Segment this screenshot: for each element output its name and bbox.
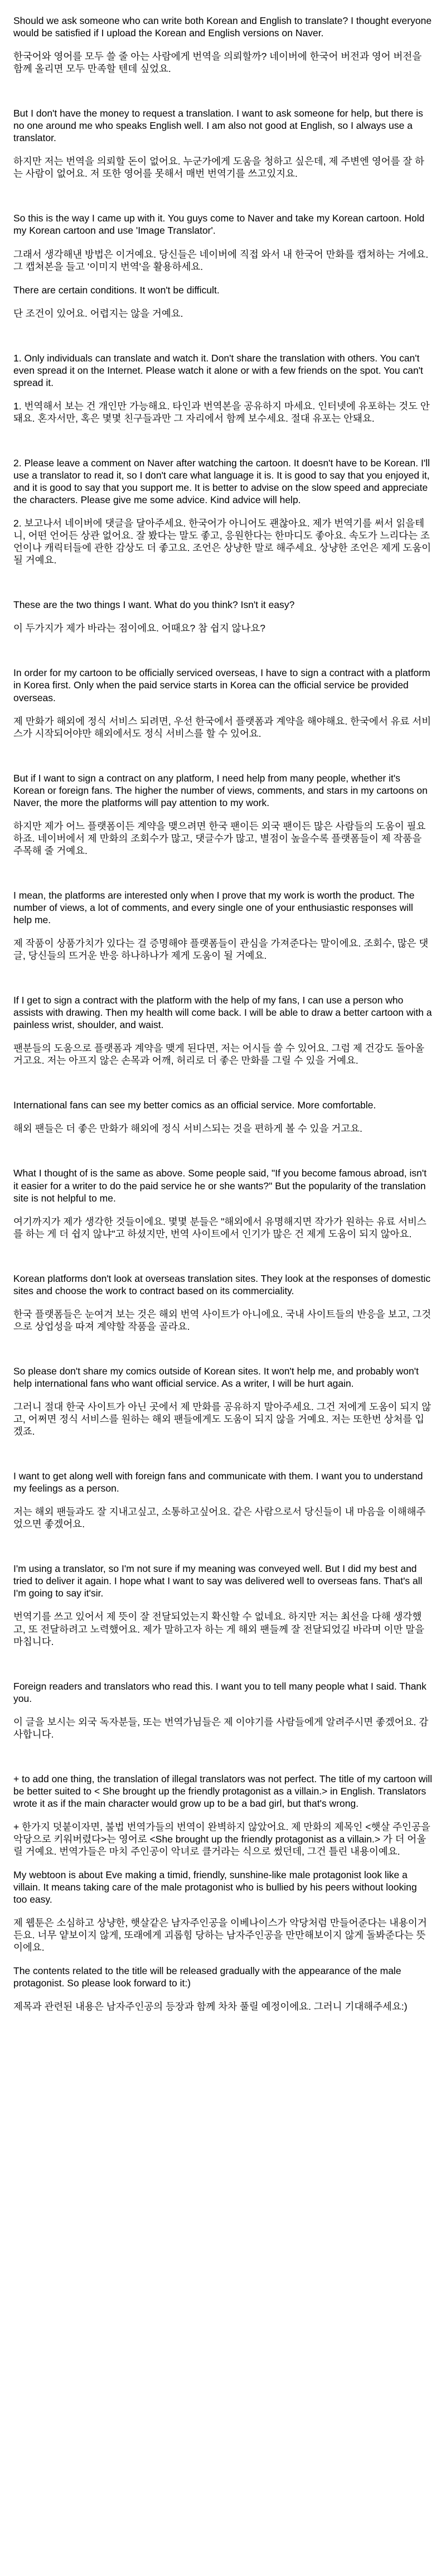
post-paragraph: 2. 보고나서 네이버에 댓글을 달아주세요. 한국어가 아니어도 괜찮아요. 제가 번역기를 써서 읽을테니, 어떤 언어든 상관 없어요. 잘 봤다는 말도 좋고, 응원한다는 한마디도 좋아요. 속도가 느리다는 조언이나 캐릭터들에 관한 감상도 더 좋고요. 조언은 상냥한 말로 해주세요. 상냥한 조언은 제게 도움이 될 거예요. [13,518,434,566]
post-paragraph: There are certain conditions. It won't be difficult. [13,284,220,296]
post-paragraph: 제 만화가 해외에 정식 서비스 되려면, 우선 한국에서 플랫폼과 계약을 해야해요. 한국에서 유료 서비스가 시작되어야만 해외에서도 정식 서비스를 할 수 있어요. [13,715,432,739]
post-paragraph: International fans can see my better comics as an official service. More comfortable. [13,1099,376,1111]
post-paragraph: 한국 플랫폼들은 눈여겨 보는 것은 해외 번역 사이트가 아니에요. 국내 사이트들의 반응을 보고, 그것으로 상업성을 따져 계약할 작품을 골라요. [13,1308,432,1332]
post-paragraph: These are the two things I want. What do you think? Isn't it easy? [13,599,295,611]
post-paragraph: 이 두가지가 제가 바라는 점이에요. 어때요? 참 쉽지 않나요? [13,623,266,634]
post-paragraph: But I don't have the money to request a translation. I want to ask someone for help, but there is no one around me who speaks English well. I am also not good at English, so I always use a translator. [13,108,426,144]
post-paragraph: 그러니 절대 한국 사이트가 아닌 곳에서 제 만화를 공유하지 말아주세요. 그건 저에게 도움이 되지 않고, 어쩌면 정식 서비스를 원하는 해외 팬들에게도 도움이 되지 않을 거예요. 저는 또한번 상처를 입겠죠. [13,1401,432,1437]
post-paragraph: The contents related to the title will be released gradually with the appearance of the male protagonist. So please look forward to it:) [13,1965,404,1989]
post-paragraph: 해외 팬들은 더 좋은 만화가 해외에 정식 서비스되는 것을 편하게 볼 수 있을 거고요. [13,1123,362,1135]
post-paragraph: 단 조건이 있어요. 어렵지는 않을 거예요. [13,307,183,319]
post-paragraph: In order for my cartoon to be officially serviced overseas, I have to sign a contract with a platform in Korea first. Only when the paid service starts in Korea can the official service be provided overseas. [13,667,433,703]
post-paragraph: 하지만 저는 번역을 의뢰할 돈이 없어요. 누군가에게 도움을 청하고 싶은데, 제 주변엔 영어를 잘 하는 사람이 없어요. 저 또한 영어를 못해서 매번 번역기를 쓰고있지요. [13,156,425,180]
post-paragraph: + to add one thing, the translation of illegal translators was not perfect. The title of my cartoon will be better suited to < She brought up the friendly protagonist as a villain.> in English. Translators wrote it as if the main character would grow up to be a bad girl, but that's wrong. [13,1773,435,1809]
post-paragraph: 2. Please leave a comment on Naver after watching the cartoon. It doesn't have to be Korean. I'll use a translator to read it, so I don't care what language it is. It is good to say that you enjoyed it, and it is good to say that you support me. It is better to advise on the slow speed and appreciate the characters. Please give me some advice. Kind advice will help. [13,457,433,506]
post-paragraph: I'm using a translator, so I'm not sure if my meaning was conveyed well. But I did my best and tried to deliver it again. I hope what I want to say was delivered well to overseas fans. That's all I'm going to say it'sir. [13,1563,425,1599]
post-paragraph: Korean platforms don't look at overseas translation sites. They look at the responses of domestic sites and choose the work to contract based on its commerciality. [13,1272,434,1296]
post-paragraph: I mean, the platforms are interested only when I prove that my work is worth the product. The number of views, a lot of comments, and every single one of your enthusiastic responses will help me. [13,889,418,926]
post-paragraph: Foreign readers and translators who read this. I want you to tell many people what I said. Thank you. [13,1680,429,1704]
post-paragraph: 1. Only individuals can translate and watch it. Don't share the translation with others. You can't even spread it on the Internet. Please watch it alone or with a few friends on the spot. You can't spread it. [13,352,426,388]
post-paragraph: What I thought of is the same as above. Some people said, "If you become famous abroad, isn't it easier for a writer to do the paid service he or she wants?" But the popularity of the translation site is not helpful to me. [13,1168,429,1204]
post-paragraph: 팬분들의 도움으로 플랫폼과 계약을 맺게 된다면, 저는 어시들 쓸 수 있어요. 그럼 제 건강도 돌아올 거고요. 저는 아프지 않은 손목과 어깨, 허리로 더 좋은 만화를 그릴 수 있을 거예요. [13,1043,427,1067]
post-paragraph: 제 웹툰은 소심하고 상냥한, 햇살같은 남자주인공을 이베나이스가 악당처럼 만들어준다는 내용이거든요. 너무 얕보이지 않게, 또래에게 괴롭힘 당하는 남자주인공을 만만해보이지 않게 돌봐준다는 뜻이에요. [13,1917,427,1953]
post-paragraph: So please don't share my comics outside of Korean sites. It won't help me, and probably won't help international fans who want official service. As a writer, I will be hurt again. [13,1365,421,1389]
post-paragraph: 여기까지가 제가 생각한 것들이에요. 몇몇 분들은 "해외에서 유명해지면 작가가 원하는 유료 서비스를 하는 게 더 쉽지 않냐"고 하셨지만, 번역 사이트에서 인기가 많은 건 제게 도움이 되지 않아요. [13,1215,426,1239]
post-paragraph: 번역기를 쓰고 있어서 제 뜻이 잘 전달되었는지 확신할 수 없네요. 하지만 저는 최선을 다해 생각했고, 또 전달하려고 노력했어요. 제가 말하고자 하는 게 해외 팬들께 잘 전달되었길 바라며 이만 말을 마칩니다. [13,1611,427,1647]
post-paragraph: 한국어와 영어를 모두 쓸 줄 아는 사람에게 번역을 의뢰할까? 네이버에 한국어 버전과 영어 버전을 함께 올리면 모두 만족할 텐데 싶었요. [13,51,425,75]
post-paragraph: 저는 해외 팬들과도 잘 지내고싶고, 소통하고싶어요. 같은 사람으로서 당신들이 내 마음을 이해해주었으면 좋겠어요. [13,1506,426,1530]
post-paragraph: So this is the way I came up with it. You guys come to Naver and take my Korean cartoon. Hold my Korean cartoon and use 'Image Translator'. [13,213,428,237]
post-paragraph: 그래서 생각해낸 방법은 이거예요. 당신들은 네이버에 직접 와서 내 한국어 만화를 캡쳐하는 거에요. 그 캡쳐본을 들고 '이미지 번역'을 활용하세요. [13,248,432,272]
post-paragraph: My webtoon is about Eve making a timid, friendly, sunshine-like male protagonist look like a villain. It means taking care of the male protagonist who is bullied by his peers without looking too easy. [13,1869,420,1906]
post-paragraph: 제 작품이 상품가치가 있다는 걸 증명해야 플랫폼들이 관심을 가져준다는 말이에요. 조회수, 많은 댓글, 당신들의 뜨거운 반응 하나하나가 제게 도움이 될 거예요. [13,938,429,962]
post-paragraph: 하지만 제가 어느 플랫폼이든 계약을 맺으려면 한국 팬이든 외국 팬이든 많은 사람들의 도움이 필요하죠. 네이버에서 제 만화의 조회수가 많고, 댓글수가 많고, 별점이 높을수록 플랫폼들이 제 작품을 주목해 줄 거예요. [13,820,426,856]
post-paragraph: 이 글을 보시는 외국 독자분들, 또는 번역가님들은 제 이야기를 사람들에게 알려주시면 좋겠어요. 감사합니다. [13,1716,429,1740]
post-paragraph: + 한가지 덧붙이자면, 불법 번역가들의 번역이 완벽하지 않았어요. 제 만화의 제목인 <햇살 주인공을 악당으로 키워버렸다>는 영어로 <She brought up the friendly protagonist as a villain.> 가 더 어울릴 거예요. 번역가들은 마치 주인공이 악녀로 클거라는 식으로 썼던데, 그건 틀린 내용이예요. [13,1821,433,1858]
post-paragraph: If I get to sign a contract with the platform with the help of my fans, I can use a person who assists with drawing. Then my health will come back. I will be able to draw a better cartoon with a painless wrist, shoulder, and waist. [13,995,435,1031]
post-paragraph: 제목과 관련된 내용은 남자주인공의 등장과 함께 차차 풀릴 예정이에요. 그러니 기대해주세요:) [13,2001,408,2013]
post-paragraph: I want to get along well with foreign fans and communicate with them. I want you to understand my feelings as a person. [13,1470,426,1494]
post-paragraph: But if I want to sign a contract on any platform, I need help from many people, whether it's Korean or foreign fans. The higher the number of views, comments, and stars in my cartoons on Naver, the more the platforms will pay attention to my work. [13,772,430,808]
post-paragraph: Should we ask someone who can write both Korean and English to translate? I thought everyone would be satisfied if I upload the Korean and English versions on Naver. [13,15,434,39]
post-paragraph: 1. 번역해서 보는 건 개인만 가능해요. 타인과 번역본을 공유하지 마세요. 인터넷에 유포하는 것도 안돼요. 혼자서만, 혹은 몇몇 친구들과만 그 자리에서 함께 보수세요. 절대 유포는 안돼요. [13,400,430,424]
